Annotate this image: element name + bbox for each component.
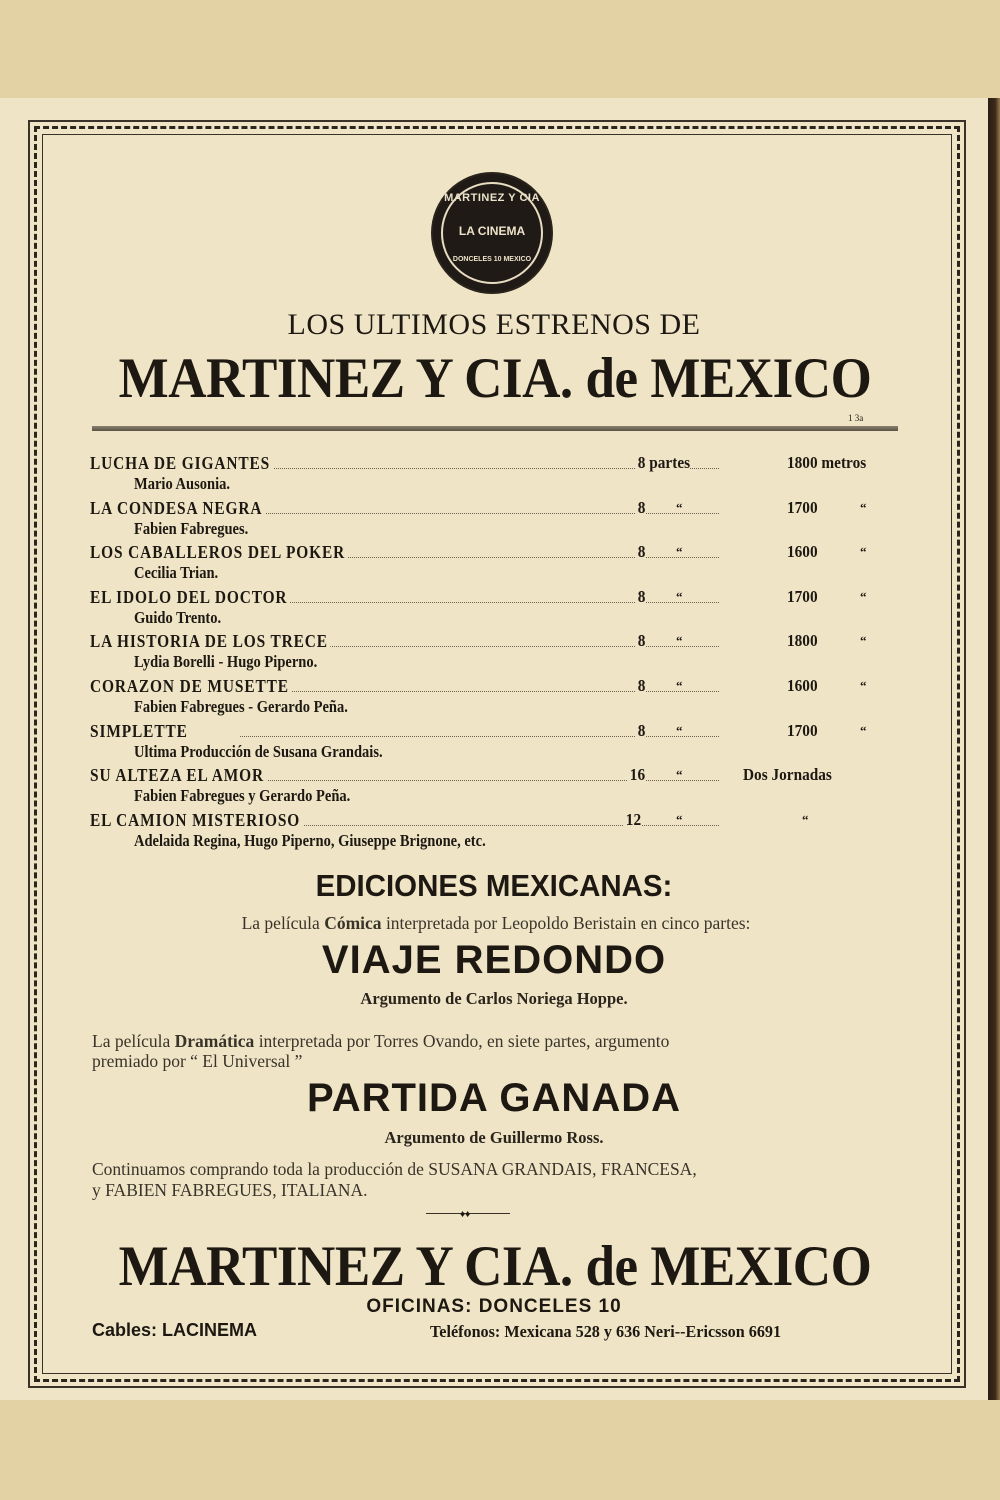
film-cast: Lydia Borelli - Hugo Piperno.: [134, 652, 318, 672]
film-length: 1800 metros: [787, 453, 867, 472]
book-spine: [988, 98, 1000, 1400]
ediciones-heading: EDICIONES MEXICANAS:: [315, 868, 673, 903]
film-row: [90, 631, 905, 676]
film-row: [90, 542, 905, 587]
film-cast: Fabien Fabregues - Gerardo Peña.: [134, 696, 348, 716]
film-cast: Adelaida Regina, Hugo Piperno, Giuseppe Brignone, etc.: [134, 830, 486, 850]
header-subtitle: LOS ULTIMOS ESTRENOS DE: [287, 308, 701, 341]
footer-cables: Cables: LACINEMA: [92, 1320, 258, 1340]
film2-intro: [92, 1031, 900, 1052]
parts-ditto: “: [676, 767, 683, 783]
film-row: [90, 587, 905, 632]
la-cinema-seal-logo: [433, 174, 551, 292]
leader-dots: [240, 736, 719, 737]
film1-intro-a: La película: [241, 913, 325, 933]
length-ditto: “: [860, 677, 867, 693]
footer-title: MARTINEZ Y CIA. de MEXICO: [118, 1235, 872, 1298]
film-parts: 8: [637, 720, 646, 740]
film-row: [90, 765, 905, 810]
header-title: MARTINEZ Y CIA. de MEXICO: [118, 347, 872, 410]
seal-arc-top: MARTINEZ Y CIA: [444, 192, 540, 204]
ornament-diamond-icon: ♦♦: [460, 1209, 471, 1220]
parts-ditto: “: [676, 677, 683, 693]
film-length: 1700: [787, 720, 818, 740]
film-title: EL IDOLO DEL DOCTOR: [90, 587, 290, 608]
footer-offices: OFICINAS: DONCELES 10: [366, 1296, 622, 1317]
film-length: 1800: [787, 631, 818, 651]
leader-dots: [240, 602, 719, 603]
leader-dots: [240, 825, 719, 826]
closing-line-2: y FABIEN FABREGUES, ITALIANA.: [92, 1180, 368, 1200]
film1-genre: Cómica: [324, 913, 382, 933]
length-ditto: “: [860, 588, 867, 604]
film-parts: 8 partes: [637, 453, 691, 472]
film-cast: Guido Trento.: [134, 607, 222, 627]
film-parts: 8: [637, 631, 646, 651]
film-row: [90, 810, 905, 855]
film1-title: VIAJE REDONDO: [321, 938, 667, 982]
film-length: 1600: [787, 542, 818, 562]
film-length: 1600: [787, 675, 818, 695]
film-parts: 8: [637, 675, 646, 695]
film-length: 1700: [787, 497, 818, 517]
film-title: LA CONDESA NEGRA: [90, 498, 265, 519]
film2-argument: Argumento de Guillermo Ross.: [384, 1128, 604, 1147]
film-title: EL CAMION MISTERIOSO: [90, 810, 303, 831]
seal-center-text: LA CINEMA: [458, 224, 526, 238]
film-parts: 8: [637, 542, 646, 562]
film-title: LOS CABALLEROS DEL POKER: [90, 542, 348, 563]
parts-ditto: “: [676, 811, 683, 827]
film-title: LA HISTORIA DE LOS TRECE: [90, 631, 331, 652]
film-title: LUCHA DE GIGANTES: [90, 453, 273, 474]
length-ditto: “: [802, 811, 809, 827]
length-ditto: “: [860, 633, 867, 649]
film-list: [90, 453, 905, 854]
length-ditto: “: [860, 544, 867, 560]
film-length: 1700: [787, 586, 818, 606]
leader-dots: [240, 691, 719, 692]
leader-dots: [240, 780, 719, 781]
film-row: [90, 721, 905, 766]
parts-ditto: “: [676, 499, 683, 515]
film-cast: Ultima Producción de Susana Grandais.: [134, 741, 383, 761]
film1-intro: [92, 913, 900, 934]
film1-intro-b: interpretada por Leopoldo Beristain en cinco partes:: [381, 913, 751, 933]
parts-ditto: “: [676, 544, 683, 560]
film-row: [90, 453, 905, 498]
film-cast: Mario Ausonia.: [134, 474, 231, 493]
film-cast: Cecilia Trian.: [134, 563, 219, 583]
film2-intro-line2: premiado por “ El Universal ”: [92, 1051, 303, 1071]
film2-intro-a: La película: [92, 1031, 175, 1051]
footer-phones: Teléfonos: Mexicana 528 y 636 Neri--Ericsson 6691: [430, 1322, 782, 1341]
film-parts: 8: [637, 586, 646, 606]
closing-line-1: Continuamos comprando toda la producción de SUSANA GRANDAIS, FRANCESA,: [92, 1159, 697, 1179]
parts-ditto: “: [676, 588, 683, 604]
film-title: SU ALTEZA EL AMOR: [90, 765, 267, 786]
film1-argument: Argumento de Carlos Noriega Hoppe.: [360, 989, 628, 1008]
film-cast: Fabien Fabregues.: [134, 518, 249, 538]
film-row: [90, 498, 905, 543]
header-rule: [92, 426, 898, 431]
film-row: [90, 676, 905, 721]
film-title: CORAZON DE MUSETTE: [90, 676, 292, 697]
film-title: SIMPLETTE: [90, 721, 190, 742]
rule-mark: 1 3a: [848, 413, 864, 423]
length-ditto: “: [860, 722, 867, 738]
film2-title: PARTIDA GANADA: [307, 1076, 681, 1120]
film2-genre: Dramática: [174, 1031, 255, 1051]
parts-ditto: “: [676, 633, 683, 649]
length-ditto: “: [860, 499, 867, 515]
film-parts: 16: [629, 765, 646, 785]
film2-intro-b: interpretada por Torres Ovando, en siete partes, argumento: [254, 1031, 670, 1051]
parts-ditto: “: [676, 722, 683, 738]
film-cast: Fabien Fabregues y Gerardo Peña.: [134, 786, 351, 806]
film-parts: 12: [625, 809, 642, 829]
seal-arc-bottom: DONCELES 10 MEXICO: [452, 256, 532, 263]
film-length: Dos Jornadas: [743, 765, 832, 785]
leader-dots: [240, 513, 719, 514]
film-parts: 8: [637, 497, 646, 517]
